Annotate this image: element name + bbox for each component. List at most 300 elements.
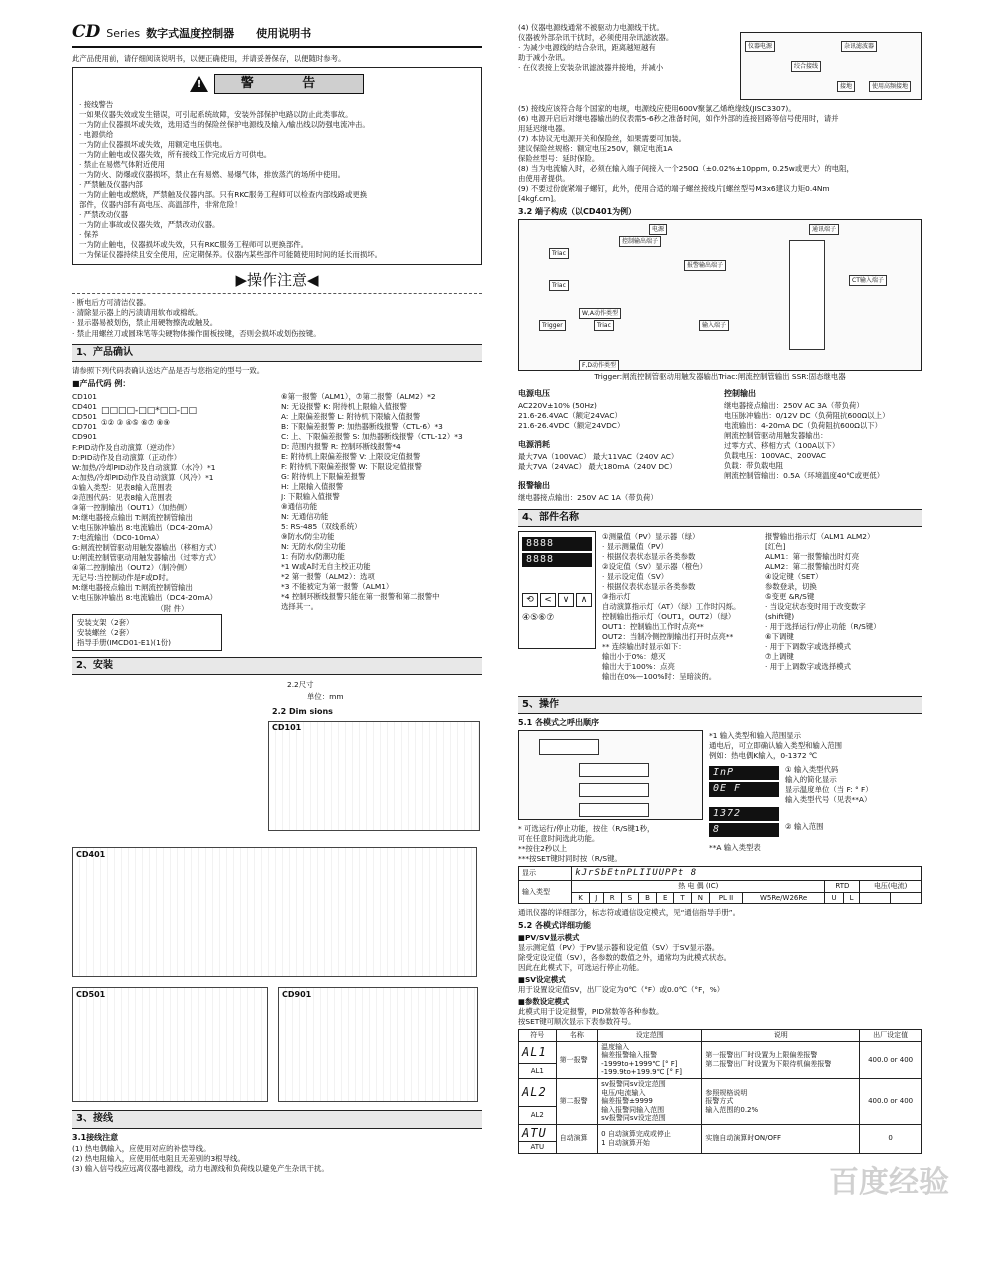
spec-control-line: 闸流控制管输出：0.5A（环境温度40℃或更低） bbox=[724, 471, 885, 481]
input-type-cell: N bbox=[691, 892, 710, 904]
code-right-line: G: 附待机上下限偏差报警 bbox=[281, 471, 366, 481]
part-desc-line: ⑥下调键 bbox=[765, 632, 794, 642]
terminal-panel: 控制输出端子 bbox=[619, 236, 661, 247]
code-right-line: N: 无设报警 K: 附待机上限输入值报警 bbox=[281, 401, 407, 411]
warning-title: 警 告 bbox=[214, 74, 365, 94]
param-sym: AL1 bbox=[519, 1041, 557, 1063]
terminal-panel: 通讯端子 bbox=[809, 224, 839, 235]
wiring-note-2: 由使用者提供。 bbox=[518, 174, 570, 184]
part-desc-line: 报警输出指示灯（ALM1 ALM2） bbox=[765, 531, 875, 541]
param-name: 第二报警 bbox=[556, 1079, 598, 1125]
param-desc: 第一报警出厂时设置为上限偏差报警 第二报警出厂时设置为下限待机偏差报警 bbox=[702, 1041, 860, 1078]
panel-key[interactable]: ⟲ bbox=[522, 593, 538, 607]
drawing-cd101 bbox=[268, 721, 480, 831]
lcd-oef: 0E F bbox=[709, 782, 779, 796]
parameter-table-header-cell: 名称 bbox=[556, 1030, 598, 1042]
title-product: 数字式温度控制器 bbox=[146, 27, 235, 40]
input-type-cell: E bbox=[657, 892, 674, 904]
part-desc-line: ④设定键（SET） bbox=[765, 571, 823, 581]
parameter-table-header bbox=[519, 1030, 922, 1042]
code-right-line: *1 W或A时无自主校正功能 bbox=[281, 562, 371, 572]
terminal-diagram bbox=[518, 219, 922, 371]
terminal-panel: Triac bbox=[549, 280, 569, 291]
wiring-notes-2 bbox=[518, 104, 922, 203]
warning-line: · 接线警告 bbox=[79, 99, 114, 109]
left-column bbox=[72, 22, 482, 1175]
comm-note: 通讯仪器的详细部分，标志符或通信设定模式，见“通信指导手册”。 bbox=[518, 908, 740, 918]
part-desc-line: ⑦上调键 bbox=[765, 652, 794, 662]
spec-control-line: 负载电压：100VAC、200VAC bbox=[724, 451, 826, 460]
spec-control-line: 继电器接点输出：250V AC 3A（带负荷） bbox=[724, 400, 864, 410]
spec-control-line: 电压脉冲输出：0/12V DC（负荷阻抗600Ω以上） bbox=[724, 410, 890, 420]
noise-note: 仪器被外部杂讯干扰时，必须使用杂讯滤波器。 bbox=[518, 33, 674, 43]
code-left-line: V:电压脉冲输出 8:电流输出（DC4-20mA） bbox=[72, 593, 218, 603]
param-sym: ATU bbox=[519, 1124, 557, 1142]
code-right-line: C: 上、下限偏差报警 S: 加热器断线报警（CTL-12）*3 bbox=[281, 431, 463, 441]
code-title: ■产品代码 例： bbox=[72, 378, 131, 388]
parameter-table-header-cell: 出厂设定值 bbox=[860, 1030, 922, 1042]
param-desc: 实施自动演算时ON/OFF bbox=[702, 1124, 860, 1153]
warning-line: 一为防止事故或仪器失效，严禁改动仪器。 bbox=[79, 220, 220, 229]
table-a-title: **A 输入类型表 bbox=[709, 842, 761, 852]
terminal-strip bbox=[789, 240, 825, 350]
code-left-line: M:继电器接点输出 T:闸流控制管输出 bbox=[72, 512, 193, 522]
accessory-item: 安装螺丝（2套） bbox=[77, 628, 134, 638]
spec-control bbox=[724, 401, 922, 480]
input-note-line: 通电后，可立即确认输入类型和输入范围 bbox=[709, 741, 843, 751]
warning-line: 一为防止仪器损坏或失效，选用适当的保险丝保护电源线及输入/输出线以防强电流冲击。 bbox=[79, 119, 370, 129]
param-desc: 参照规格说明 报警方式 输入范围的0.2% bbox=[702, 1079, 860, 1125]
code-tables bbox=[72, 391, 482, 652]
pvsv-line: 显示测定值（PV）于PV显示器和设定值（SV）于SV显示器。 bbox=[518, 943, 720, 953]
noise-label-hf-ground: 使用高频接地 bbox=[869, 81, 911, 92]
spec-block bbox=[518, 385, 922, 502]
warning-line: · 严禁触及仪器内部 bbox=[79, 179, 143, 189]
accessory-list bbox=[72, 614, 222, 651]
sv-title: ■SV设定模式 bbox=[518, 975, 566, 985]
watermark: 百度经验 bbox=[829, 1165, 949, 1201]
section1-title: 1、产品确认 bbox=[72, 344, 482, 362]
spec-consume-line: 最大7VA（100VAC） 最大11VAC（240V AC） bbox=[518, 451, 679, 461]
param-default: 400.0 or 400 bbox=[860, 1079, 922, 1125]
noise-label-ground: 接地 bbox=[837, 81, 855, 92]
code-left-line: ④第二控制输出（OUT2）（制冷侧） bbox=[72, 563, 192, 573]
part-desc-line: ALM2：第二报警输出时灯亮 bbox=[765, 561, 860, 571]
parts-right bbox=[765, 531, 922, 682]
button-index: ④⑤⑥⑦ bbox=[522, 613, 555, 624]
model-code: CD701 bbox=[72, 421, 97, 431]
code-left-line: W:加热/冷却PID动作及自动演算（水冷）*1 bbox=[72, 462, 216, 472]
part-desc-line: [红色] bbox=[765, 541, 786, 551]
mode-note: * 可选运行/停止功能，按住（R/S键1秒， bbox=[518, 824, 655, 834]
caution-line: · 清除显示器上的污渍请用软布或棉纸。 bbox=[72, 308, 203, 318]
code-left-line: ②范围代码：见表8输入范围表 bbox=[72, 492, 173, 502]
terminal-panel: F,D动作类型 bbox=[579, 360, 619, 371]
sv-display: 8888 bbox=[522, 553, 592, 567]
warning-box bbox=[72, 67, 482, 265]
input-note-line: 例如：热电偶K输入，0-1372 ℃ bbox=[709, 751, 818, 761]
input-range-desc: ② 输入范围 bbox=[785, 822, 824, 832]
section3-title: 3、接线 bbox=[72, 1110, 482, 1128]
wiring-note-2: (7) 本协议无电源开关和保险丝，如果需要可加装。 bbox=[518, 134, 687, 144]
section5-sub2: 5.2 各模式详细功能 bbox=[518, 921, 591, 931]
panel-key[interactable]: < bbox=[540, 593, 556, 607]
input-desc-line: 输入类型代号（见表**A） bbox=[785, 795, 872, 805]
parts-left bbox=[602, 531, 759, 682]
mode-note: **按住2秒以上 bbox=[518, 844, 568, 854]
wiring-note-2: 保险丝型号：延时保险。 bbox=[518, 154, 600, 164]
input-note-line: *1 输入类型和输入范围显示 bbox=[709, 731, 802, 741]
terminal-panel: 电源 bbox=[649, 224, 667, 235]
parameter-table-header-cell: 符号 bbox=[519, 1030, 557, 1042]
warning-line: 一为防止触电，仪器损坏或失效，只有RKC服务工程师可以更换部件。 bbox=[79, 240, 309, 250]
param-default: 400.0 or 400 bbox=[860, 1041, 922, 1078]
input-type-cell bbox=[891, 892, 922, 904]
param-lines bbox=[518, 1007, 922, 1026]
input-type-cell: K bbox=[572, 892, 590, 904]
drawing-label-cd901: CD901 bbox=[282, 990, 312, 1000]
wiring-note: (2) 热电阻输入，应使用低电阻且无差别的3根导线。 bbox=[72, 1154, 245, 1164]
part-desc-line: · 用于上调数字或选择模式 bbox=[765, 662, 851, 672]
input-type-cell bbox=[860, 892, 891, 904]
code-left-line: 无记号:当控制动作是F或D时。 bbox=[72, 573, 174, 583]
model-list bbox=[72, 391, 97, 442]
code-left-line: A:加热/冷却PID动作及自动演算（风冷）*1 bbox=[72, 472, 214, 482]
noise-note: (4) 仪器电源线通常不被驱动力电源线干扰。 bbox=[518, 23, 664, 32]
warning-line: · 禁止在易燃气体附近使用 bbox=[79, 159, 165, 169]
drawing-cd901 bbox=[278, 987, 478, 1102]
caution-line: · 断电后方可清洁仪器。 bbox=[72, 298, 151, 308]
param-name: 第一报警 bbox=[556, 1041, 598, 1078]
spec-consume bbox=[518, 452, 716, 471]
spec-power-title: 电源电压 bbox=[518, 389, 550, 399]
terminal-panel: CT输入端子 bbox=[849, 275, 887, 286]
input-desc-line: 输入的简化显示 bbox=[785, 775, 837, 785]
code-right-line: ⑨防水/防尘功能 bbox=[281, 531, 335, 541]
input-desc-line: 显示温度单位（当 F: ° F） bbox=[785, 785, 873, 795]
noise-label-power: 仪器电源 bbox=[745, 41, 775, 52]
warning-line: · 保养 bbox=[79, 230, 99, 240]
wiring-note-2: 建议保险丝规格：额定电压250V，额定电流1A bbox=[518, 144, 673, 154]
part-desc-line: (shift键) bbox=[765, 611, 795, 621]
warning-line: 一为防止触电或仪器失效，所有接线工作完成后方可供电。 bbox=[79, 149, 272, 159]
code-right-line: D: 范围内报警 R: 控制环断线报警*4 bbox=[281, 441, 401, 451]
terminal-title: 3.2 端子构成（以CD401为例） bbox=[518, 207, 637, 217]
part-desc-line: 输出在0%—100%时：呈暗淡的。 bbox=[602, 672, 717, 682]
title-manual: 使用说明书 bbox=[256, 27, 312, 40]
mode-notes bbox=[518, 824, 703, 863]
warning-line: 部件，仪器内部有高电压、高温部件，非常危险！ bbox=[79, 199, 242, 209]
parameter-table-header-cell: 设定范围 bbox=[598, 1030, 702, 1042]
caution-list bbox=[72, 293, 482, 337]
section5-sub1: 5.1 各模式之呼出顺序 bbox=[518, 718, 599, 728]
code-left-line: ①输入类型：见表8输入范围表 bbox=[72, 482, 173, 492]
table-row bbox=[519, 1124, 922, 1142]
section2-title: 2、安装 bbox=[72, 657, 482, 675]
wiring-notes bbox=[72, 1144, 482, 1173]
spec-control-line: 电流输出：4-20mA DC（负荷阻抗600Ω以下） bbox=[724, 420, 883, 430]
warning-line: · 电源供给 bbox=[79, 129, 114, 139]
noise-label-filter: 杂讯滤波器 bbox=[841, 41, 877, 52]
warning-line: 一为防火、防爆或仪器损坏，禁止在有易燃、易爆气体，排放蒸汽的场所中使用。 bbox=[79, 169, 346, 179]
wiring-note-2: (8) 当为电流输入时，必须在输入端子间接入一个250Ω（±0.02%±10ppm, 0.25w或更大）的电阻， bbox=[518, 164, 854, 174]
noise-note: 助于减小杂讯。 bbox=[518, 53, 570, 63]
param-sym: AL2 bbox=[519, 1079, 557, 1107]
input-type-cell: L bbox=[843, 892, 860, 904]
panel-buttons bbox=[522, 593, 592, 607]
wiring-note-2: [4kgf.cm]。 bbox=[518, 194, 561, 204]
code-left-line: V:电压脉冲输出 8:电流输出（DC4-20mA） bbox=[72, 522, 218, 532]
drawing-label-cd101: CD101 bbox=[272, 723, 302, 733]
param-range: sv报警同sv设定范围 电压/电流输入 偏差报警±9999 输入报警同输入范围 sv报警同sv设定范围 bbox=[598, 1079, 702, 1125]
spec-alarm bbox=[518, 493, 716, 502]
part-desc-line: ③指示灯 bbox=[602, 591, 631, 601]
spec-consume-line: 最大7VA（24VAC） 最大180mA（240V DC） bbox=[518, 461, 677, 471]
part-desc-line: 输出小于0%：熄灭 bbox=[602, 652, 666, 662]
param-range: 0 自动演算完成或停止 1 自动演算开始 bbox=[598, 1124, 702, 1153]
code-left-line: 7:电流输出（DC0-10mA） bbox=[72, 532, 164, 542]
param-code: AL1 bbox=[519, 1064, 557, 1079]
spec-alarm-line: 继电器接点输出：250V AC 1A（带负荷） bbox=[518, 492, 658, 502]
code-right-line: H: 上限输入值报警 bbox=[281, 481, 344, 491]
part-desc-line: · 用于下调数字或选择模式 bbox=[765, 642, 851, 652]
lcd-1372: 1372 bbox=[709, 807, 779, 821]
input-desc-line: ① 输入类型代码 bbox=[785, 765, 839, 775]
dim-heading: 2.2 Dim sions bbox=[272, 707, 333, 717]
noise-filter-diagram bbox=[740, 32, 922, 100]
param-line: 按SET键可顺次显示下表参数符号。 bbox=[518, 1017, 636, 1027]
part-desc-line: ** 连续输出时显示如下： bbox=[602, 642, 686, 652]
title-cd: CD bbox=[72, 22, 101, 42]
spec-alarm-title: 报警输出 bbox=[518, 480, 550, 490]
code-left-line: G:闸流控制管驱动用触发器输出（移相方式） bbox=[72, 542, 221, 552]
tc-header: 热 电 偶 (IC) bbox=[572, 881, 825, 893]
code-left-line: U:闸流控制管驱动用触发器输出（过零方式） bbox=[72, 553, 221, 563]
dimension-drawings bbox=[72, 679, 482, 1104]
sv-line: 用于设置设定值SV，出厂设定为0℃（°F）或0.0℃（°F，%） bbox=[518, 985, 725, 995]
code-right-line: 1: 有防水/防潮功能 bbox=[281, 552, 345, 562]
code-right-line: N: 无通信功能 bbox=[281, 511, 329, 521]
right-column bbox=[518, 22, 922, 1154]
wiring-note-2: (9) 不要过份旋紧端子螺钉，此外，使用合适的端子螺丝接线片[螺丝型号M3x6建议力矩0.4Nm bbox=[518, 184, 830, 194]
section5-title: 5、操作 bbox=[518, 696, 922, 714]
spec-power-line: 21.6-26.4VDC（额定24VDC） bbox=[518, 420, 625, 430]
parameter-table-header-cell: 说明 bbox=[702, 1030, 860, 1042]
drawing-label-cd401: CD401 bbox=[76, 850, 106, 860]
terminal-panel: W,A动作类型 bbox=[579, 308, 621, 319]
section4-title: 4、部件名称 bbox=[518, 509, 922, 527]
code-right-line: N: 无防水/防尘功能 bbox=[281, 541, 346, 551]
input-type-cell: T bbox=[674, 892, 691, 904]
param-line: 此模式用于设定报警，PID常数等各种参数。 bbox=[518, 1007, 664, 1017]
terminal-panel: Trigger bbox=[539, 320, 566, 331]
types-row bbox=[519, 892, 922, 904]
table-row bbox=[519, 1079, 922, 1107]
part-desc-line: · 根据仪表状态显示各类参数 bbox=[602, 581, 696, 591]
part-desc-line: OUT1：控制输出工作时点亮** bbox=[602, 622, 704, 631]
noise-note: · 为减少电源线的结合杂讯，距离越短越有 bbox=[518, 43, 656, 53]
lcd-inp: InP bbox=[709, 766, 779, 780]
code-right-line: ⑥第一报警（ALM1），⑦第二报警（ALM2）*2 bbox=[281, 391, 436, 401]
lcd-8: 8 bbox=[709, 823, 779, 837]
part-desc-line: · 当设定状态变时用于改变数字 bbox=[765, 601, 866, 611]
warning-line: 一为防止触电或燃烧，严禁触及仪器内部。只有RKC服务工程师可以检查内部线路或更换 bbox=[79, 189, 368, 199]
part-desc-line: ①测量值（PV）显示器（绿） bbox=[602, 531, 700, 541]
spec-control-line: 闸流控制管驱动用触发器输出： bbox=[724, 430, 828, 440]
terminal-panel: Triac bbox=[549, 248, 569, 259]
input-type-cell: U bbox=[825, 892, 843, 904]
warning-line: 一为保证仪器持续且安全使用，应定期保养。仪器内某些部件可能随使用时间的延长而损坏。 bbox=[79, 250, 383, 260]
input-type-cell: S bbox=[621, 892, 638, 904]
code-left-line: F:PID动作及自动演算（逆动作） bbox=[72, 442, 180, 452]
code-right-line: 5: RS-485（双线系统） bbox=[281, 521, 362, 531]
part-desc-line: OUT2：当制冷侧控制输出打开时点亮** bbox=[602, 632, 734, 642]
code-right-line: E: 附待机上限偏差报警 V: 上限设定值报警 bbox=[281, 451, 421, 461]
intro-text: 此产品使用前，请仔细阅读说明书，以便正确使用，并请妥善保存，以便随时参考。 bbox=[72, 53, 346, 63]
panel-key[interactable]: ∧ bbox=[576, 593, 592, 607]
model-code: CD501 bbox=[72, 411, 97, 421]
param-code: ATU bbox=[519, 1142, 557, 1154]
mode-sequence bbox=[518, 730, 922, 864]
code-left-lines bbox=[72, 443, 273, 603]
param-code: AL2 bbox=[519, 1106, 557, 1124]
pvsv-line: 因此在此模式下，可选运行停止功能。 bbox=[518, 963, 644, 973]
noise-section bbox=[518, 22, 922, 100]
spec-consume-title: 电源消耗 bbox=[518, 439, 550, 449]
input-type-table bbox=[518, 866, 922, 904]
accessory-title: （附 件） bbox=[156, 604, 189, 614]
code-left-line: D:PID动作及自动演算（正动作） bbox=[72, 452, 182, 462]
input-display-note bbox=[709, 731, 922, 760]
part-desc-line: 输出大于100%：点亮 bbox=[602, 662, 675, 672]
mode-flow-diagram bbox=[518, 730, 703, 820]
spec-power-line: 21.6-26.4VAC（额定24VAC） bbox=[518, 410, 622, 420]
table-row bbox=[519, 1041, 922, 1063]
accessory-item: 安装支架（2套） bbox=[77, 618, 134, 628]
part-desc-line: ②设定值（SV）显示器（橙色） bbox=[602, 561, 708, 571]
sv-lines bbox=[518, 985, 922, 994]
part-desc-line: · 显示设定值（SV） bbox=[602, 571, 669, 581]
input-type-cell: PL II bbox=[710, 892, 743, 904]
drawing-cd501 bbox=[72, 987, 268, 1102]
code-right-line: B: 下限偏差报警 P: 加热器断线报警（CTL-6）*3 bbox=[281, 421, 443, 431]
part-desc-line: · 根据仪表状态显示各类参数 bbox=[602, 551, 696, 561]
part-desc-line: 控制输出指示灯（OUT1，OUT2）（绿） bbox=[602, 611, 736, 621]
dim-title: 2.2尺寸 bbox=[287, 680, 314, 690]
pvsv-line: 除受定设定值（SV），各参数的数值之外，通常均为此模式状态。 bbox=[518, 953, 731, 963]
document-title bbox=[72, 22, 482, 48]
pvsv-lines bbox=[518, 943, 922, 972]
code-right-line: 选择其一。 bbox=[281, 602, 318, 612]
input-type-cell: R bbox=[603, 892, 621, 904]
part-desc-line: ALM1：第一报警输出时灯亮 bbox=[765, 551, 860, 561]
terminal-panel: 报警输出端子 bbox=[684, 260, 726, 271]
code-right-line: A: 上限偏差报警 L: 附待机下限输入值报警 bbox=[281, 411, 421, 421]
code-right-line: J: 下限输入值报警 bbox=[281, 491, 340, 501]
caution-line: · 禁止用螺丝刀或圆珠笔等尖硬物体操作面板按键，否则会损坏或划伤按键。 bbox=[72, 328, 321, 338]
pvsv-title: ■PV/SV显示模式 bbox=[518, 933, 580, 943]
model-code: CD401 bbox=[72, 401, 97, 411]
code-right-line: ⑧通信功能 bbox=[281, 501, 318, 511]
wiring-note-2: 用延迟继电器。 bbox=[518, 124, 570, 134]
noise-note: · 在仪表接上安装杂讯滤波器并接地，并减小 bbox=[518, 63, 664, 73]
code-right-line: *3 不能被定为第一报警（ALM1） bbox=[281, 582, 394, 592]
drawing-label-cd501: CD501 bbox=[76, 990, 106, 1000]
param-name: 自动演算 bbox=[556, 1124, 598, 1153]
terminal-panel: 输入端子 bbox=[699, 320, 729, 331]
spec-power bbox=[518, 401, 716, 430]
wiring-note-2: (6) 电源开启后对继电器输出的仪表需5-6秒之准备时间，如作外部的连接回路等信号使用时，请并 bbox=[518, 114, 839, 124]
section3-sub: 3.1接线注意 bbox=[72, 1132, 119, 1142]
parts-section bbox=[518, 531, 922, 682]
part-desc-line: · 用于选择运行/停止功能（R/S键） bbox=[765, 622, 881, 631]
parameter-table bbox=[518, 1029, 922, 1153]
code-right-line: *4 控制环断线报警只能在第一报警和第二报警中 bbox=[281, 592, 440, 602]
wiring-note: (3) 输入信号线应远离仪器电源线，动力电源线和负荷线以避免产生杂讯干扰。 bbox=[72, 1164, 329, 1174]
param-title: ■参数设定模式 bbox=[518, 997, 570, 1007]
rtd-header: RTD bbox=[825, 881, 860, 893]
model-code: CD101 bbox=[72, 391, 97, 401]
input-row-display: 显示 bbox=[519, 867, 572, 881]
accessory-item: 指导手册(IMCD01-E1)(1份) bbox=[77, 638, 172, 648]
controller-front-panel bbox=[518, 531, 596, 649]
wiring-note: (1) 热电偶输入，应使用对应的补偿导线。 bbox=[72, 1144, 211, 1154]
part-desc-line: 自动演算指示灯（AT）（绿）工作时闪烁。 bbox=[602, 601, 741, 611]
input-row-display-value: kJrSbEtnPLIIUUPPt 8 bbox=[572, 867, 922, 881]
code-index: ①② ③ ④⑤ ⑥⑦ ⑧⑨ bbox=[100, 417, 170, 427]
drawing-cd401 bbox=[72, 847, 477, 977]
pv-display: 8888 bbox=[522, 537, 592, 551]
terminal-caption: Trigger:闸流控制管驱动用触发器输出Triac:闸流控制管输出 SSR:固态继电器 bbox=[594, 372, 846, 382]
warning-line: 一为防止仪器损坏或失效，用额定电压供电。 bbox=[79, 139, 227, 149]
code-left bbox=[72, 391, 273, 652]
spec-power-line: AC220V±10% (50Hz) bbox=[518, 400, 597, 410]
code-left-line: ③第一控制输出（OUT1）（加热侧） bbox=[72, 502, 192, 512]
spec-control-line: 负载：带负载电阻 bbox=[724, 461, 784, 471]
code-pattern: □□□□-□□*□□-□□ bbox=[100, 405, 197, 416]
warning-line: · 严禁改动仪器 bbox=[79, 209, 129, 219]
parameter-table-body bbox=[519, 1041, 922, 1153]
part-desc-line: · 显示测量值（PV） bbox=[602, 541, 668, 551]
title-series: Series bbox=[106, 27, 141, 40]
input-type-cell: J bbox=[589, 892, 603, 904]
param-range: 温度输入 偏差报警输入报警 -1999to+1999℃ [° F] -199.9to+199.9℃ [° F] bbox=[598, 1041, 702, 1078]
dim-unit: 单位：mm bbox=[307, 692, 344, 702]
wiring-note-2: (5) 接线应该符合每个国家的电规，电源线应使用600V聚氯乙烯绝缘线(JISC3307)。 bbox=[518, 104, 796, 113]
mode-note: 可在任意时间选此功能。 bbox=[518, 834, 600, 844]
input-type-cell: B bbox=[639, 892, 657, 904]
input-type-desc bbox=[785, 765, 922, 804]
warning-list bbox=[79, 100, 475, 260]
spec-control-line: 过零方式、移相方式（100A以下） bbox=[724, 440, 840, 450]
caution-line: · 显示器易被划伤，禁止用硬物擦洗或触及。 bbox=[72, 318, 218, 328]
part-desc-line: ⑤变更 &R/S键 bbox=[765, 591, 815, 601]
panel-key[interactable]: ∨ bbox=[558, 593, 574, 607]
input-row-type: 输入类型 bbox=[519, 881, 572, 904]
caution-title: ▶操作注意◀ bbox=[235, 271, 319, 290]
code-right-line: *2 第一报警（ALM2）：选项 bbox=[281, 572, 375, 582]
part-desc-line: 参数登录，切换 bbox=[765, 581, 817, 591]
section1-intro: 请参照下列代码表确认送达产品是否与您指定的型号一致。 bbox=[72, 365, 265, 375]
code-right-lines bbox=[281, 391, 482, 652]
terminal-panel: Triac bbox=[594, 320, 614, 331]
mode-note: ***按SET键时同时按（R/S键。 bbox=[518, 854, 622, 864]
voltage-header: 电压(电流) bbox=[860, 881, 922, 893]
spec-control-title: 控制输出 bbox=[724, 389, 756, 399]
code-right-line: F: 附待机下限偏差报警 W: 下限设定值报警 bbox=[281, 461, 422, 471]
noise-notes bbox=[518, 22, 734, 100]
noise-label-twisted: 绞合接线 bbox=[791, 61, 821, 72]
